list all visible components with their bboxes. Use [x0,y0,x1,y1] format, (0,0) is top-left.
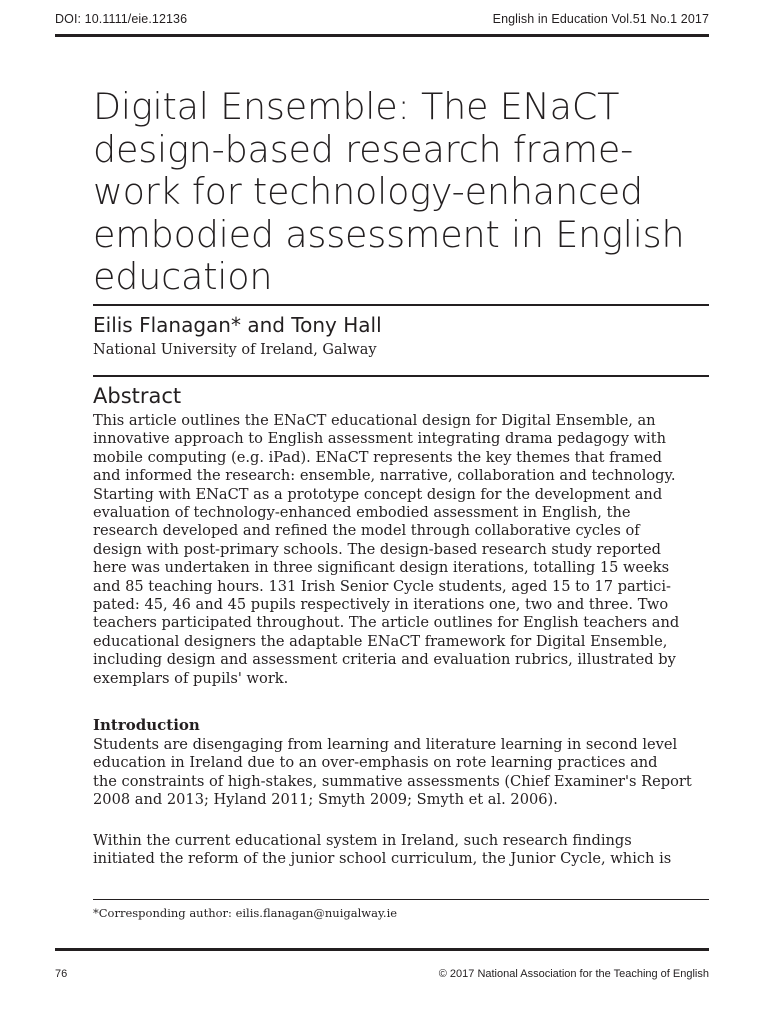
title-rule [93,304,709,306]
footer-rule [55,948,709,951]
abstract-line: educational designers the adaptable ENaCT framework for Digital Ensemble, [93,632,668,650]
paragraph-line: Within the current educational system in Ireland, such research findings [93,832,632,849]
title-line: Digital Ensemble: The ENaCT [93,85,620,128]
affiliation-rule [93,375,709,377]
paragraph-line: the constraints of high-stakes, summative assessments (Chief Examiner's Report [93,772,692,790]
paragraph-line: initiated the reform of the junior school curriculum, the Junior Cycle, which is [93,850,672,868]
article-title [93,86,733,299]
abstract-line: design with post-primary schools. The design-based research study reported [93,540,661,558]
introduction-paragraph [93,832,713,869]
abstract-line: teachers participated throughout. The article outlines for English teachers and [93,614,680,632]
abstract-line: Starting with ENaCT as a prototype concept design for the development and [93,485,663,503]
title-line: education [93,255,273,298]
footnote-rule [93,899,709,900]
page-number: 76 [55,968,68,980]
title-line: design-based research frame- [93,127,634,171]
doi-text: DOI: 10.1111/eie.12136 [55,12,188,26]
author-affiliation: National University of Ireland, Galway [93,342,377,358]
abstract-line: research developed and refined the model through collaborative cycles of [93,522,640,540]
abstract-line: and 85 teaching hours. 131 Irish Senior Cycle students, aged 15 to 17 partici- [93,577,671,595]
abstract-line: and informed the research: ensemble, narrative, collaboration and technology. [93,467,676,485]
abstract-body [93,412,713,688]
copyright-notice: © 2017 National Association for the Teaching of English [438,968,709,980]
journal-citation: English in Education Vol.51 No.1 2017 [492,12,709,26]
running-head [55,12,709,26]
paragraph-line: Students are disengaging from learning and literature learning in second level [93,736,678,753]
title-line: work for technology-enhanced [93,170,643,213]
title-line: embodied assessment in English [93,212,685,256]
corresponding-author-footnote: *Corresponding author: eilis.flanagan@nuigalway.ie [93,906,398,920]
paragraph-line: education in Ireland due to an over-emphasis on rote learning practices and [93,754,658,772]
abstract-heading: Abstract [93,384,182,408]
abstract-line: here was undertaken in three significant design iterations, totalling 15 weeks [93,559,670,577]
introduction-heading: Introduction [93,716,200,734]
abstract-line: including design and assessment criteria and evaluation rubrics, illustrated by [93,651,676,669]
abstract-line: pated: 45, 46 and 45 pupils respectively in iterations one, two and three. Two [93,596,669,614]
abstract-line: exemplars of pupils' work. [93,669,289,687]
introduction-paragraph [93,736,713,810]
paragraph-line: 2008 and 2013; Hyland 2011; Smyth 2009; Smyth et al. 2006). [93,791,558,809]
abstract-line: mobile computing (e.g. iPad). ENaCT represents the key themes that framed [93,448,662,466]
abstract-line: This article outlines the ENaCT educational design for Digital Ensemble, an [93,412,656,429]
abstract-line: innovative approach to English assessment integrating drama pedagogy with [93,430,667,448]
header-rule [55,34,709,37]
abstract-line: evaluation of technology-enhanced embodied assessment in English, the [93,504,631,522]
author-list: Eilis Flanagan* and Tony Hall [93,313,382,337]
